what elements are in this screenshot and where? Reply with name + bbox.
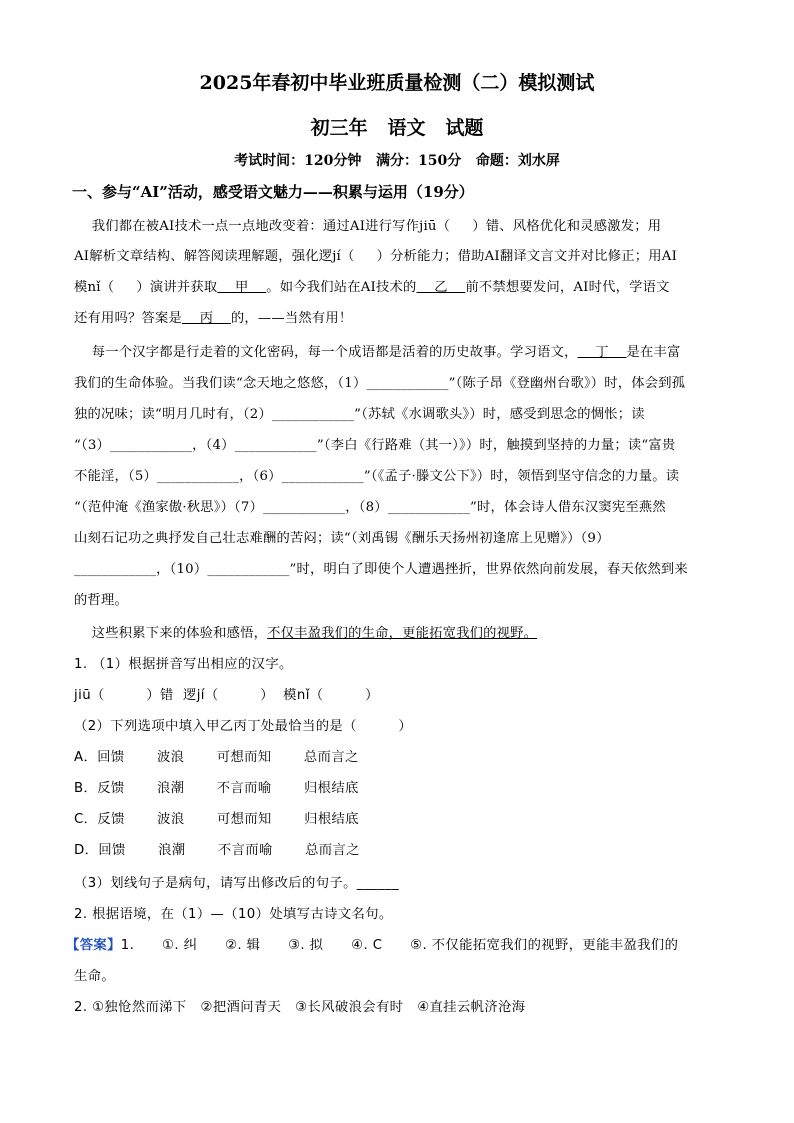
passage-line xyxy=(74,307,352,326)
text-segment: 前不禁想要发问，AI时代，学语文 xyxy=(465,280,670,295)
option-a: A．回馈 波浪 可想而知 总而言之 xyxy=(74,750,359,765)
answer-line xyxy=(66,934,678,953)
passage-line: ____________，（10）____________”时，明白了即使个人遭遇挫折，世界依然向前发展，春天依然到来 xyxy=(74,562,688,577)
text-segment: 是在丰富 xyxy=(626,345,681,360)
blank-bing: 丙 xyxy=(181,311,231,326)
underlined-sentence: 不仅丰盈我们的生命，更能拓宽我们的视野。 xyxy=(267,626,538,641)
answer-line: 2. ①独怆然而涕下 ②把酒问青天 ③长风破浪会有时 ④直挂云帆济沧海 xyxy=(74,1000,526,1015)
text-segment: 这些积累下来的体验和感悟， xyxy=(74,626,268,641)
text-segment: 的，——当然有用！ xyxy=(230,311,353,326)
text-segment: 。如今我们站在AI技术的 xyxy=(266,280,417,295)
blank-yi: 乙 xyxy=(416,280,466,295)
option-b: B．反馈 浪潮 不言而喻 归根结底 xyxy=(74,781,359,796)
blank-ding: 丁 xyxy=(577,345,627,360)
passage-line xyxy=(74,622,537,641)
answer-tag: 【答案】 xyxy=(66,938,121,953)
exam-subtitle: 初三年 语文 试题 xyxy=(310,117,484,139)
passage-line: 我们的生命体验。当我们读“念天地之悠悠，（1）____________”（陈子昂《登幽州台歌》）时，体会到孤 xyxy=(74,376,686,391)
option-d: D．回馈 浪潮 不言而喻 总而言之 xyxy=(74,843,360,858)
passage-line: 的哲理。 xyxy=(74,593,128,608)
question-1-heading: 1. （1）根据拼音写出相应的汉字。 xyxy=(74,657,293,672)
question-1-3: （3）划线句子是病句，请写出修改后的句子。______ xyxy=(74,876,400,891)
passage-line: “（3）____________，（4）____________”（李白《行路难（其一）》）时，触摸到坚持的力量；读“富贵 xyxy=(74,438,676,453)
passage-line: 不能淫，（5）____________，（6）____________”（《孟子·滕文公下》）时，领悟到坚守信念的力量。读 xyxy=(74,469,680,484)
exam-title: 2025年春初中毕业班质量检测（二）模拟测试 xyxy=(199,72,595,94)
passage-line: 山刻石记功之典抒发自己壮志难酬的苦闷；读“（刘禹锡《酬乐天扬州初逢席上见赠》）（9） xyxy=(74,531,610,546)
section-heading: 一、参与“AI”活动，感受语文魅力——积累与运用（19分） xyxy=(72,183,474,201)
passage-line xyxy=(74,341,681,360)
passage-line: AI解析文章结构、解答阅读理解题，强化逻jí（ ）分析能力；借助AI翻译文言文并对比修正；用AI xyxy=(74,249,678,264)
answer-line: 生命。 xyxy=(74,969,116,984)
option-c: C．反馈 波浪 可想而知 归根结底 xyxy=(74,812,359,827)
text-segment: 还有用吗？答案是 xyxy=(74,311,182,326)
passage-line: 我们都在被AI技术一点一点地改变着：通过AI进行写作jiū（ ）错、风格优化和灵感激发；用 xyxy=(74,219,662,234)
answer-text: 1. ①. 纠 ②. 辑 ③. 拟 ④. C ⑤. 不仅能拓宽我们的视野，更能丰盈我们的 xyxy=(120,938,679,953)
question-2: 2. 根据语境，在（1）—（10）处填写古诗文名句。 xyxy=(74,907,393,922)
passage-line xyxy=(74,276,670,295)
text-segment: 每一个汉字都是行走着的文化密码，每一个成语都是活着的历史故事。学习语文， xyxy=(74,345,578,360)
exam-meta: 考试时间：120分钟 满分：150分 命题：刘水屏 xyxy=(234,153,560,169)
question-1-pinyin: jiū（ ）错 逻jí（ ） 模nǐ（ ） xyxy=(74,688,379,703)
question-1-2: （2）下列选项中填入甲乙丙丁处最恰当的是（ ） xyxy=(74,719,413,734)
passage-line: 独的况味；读“明月几时有，（2）____________”（苏轼《水调歌头》）时，感受到思念的惆怅；读 xyxy=(74,407,645,422)
text-segment: 模nǐ（ ）演讲并获取 xyxy=(74,280,218,295)
blank-jia: 甲 xyxy=(217,280,267,295)
passage-line: “（范仲淹《渔家傲·秋思》）（7）____________，（8）____________”时，体会诗人借东汉窦宪至燕然 xyxy=(74,500,666,515)
